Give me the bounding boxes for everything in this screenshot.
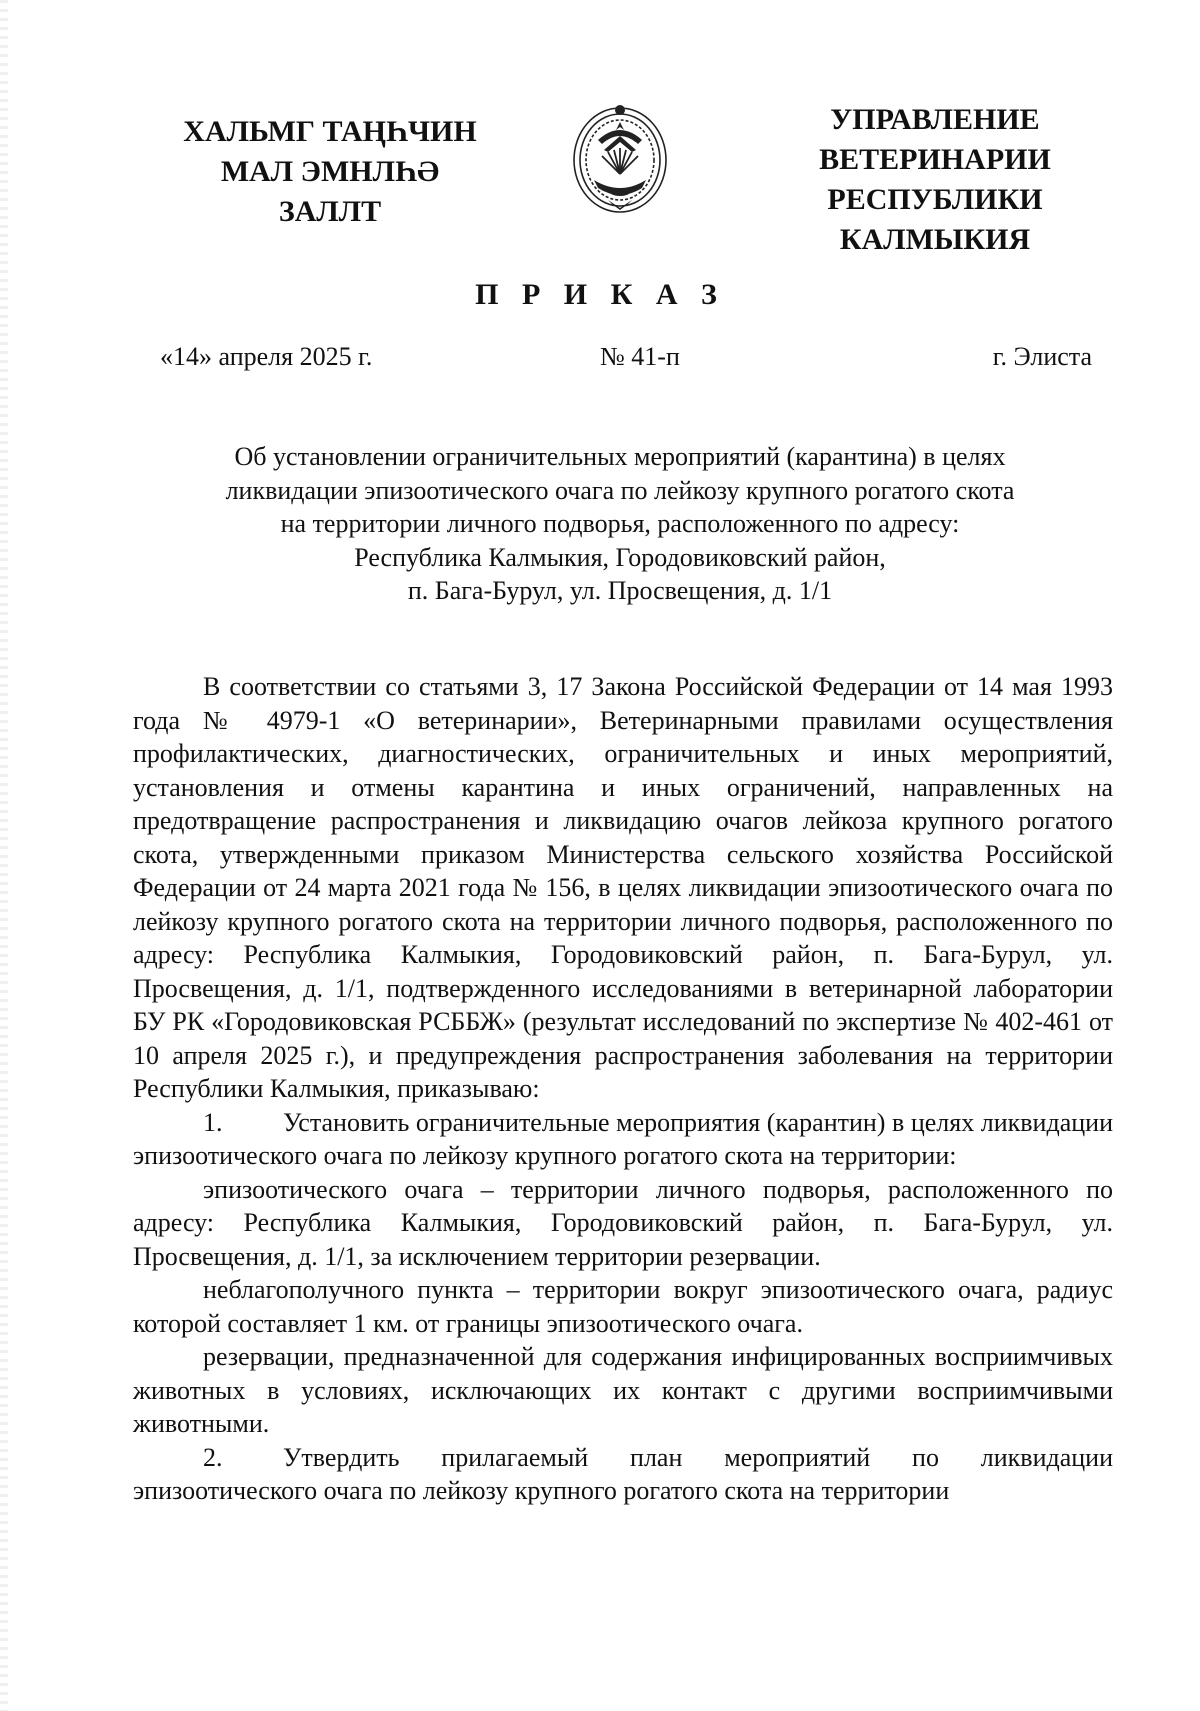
item-1-text: Установить ограничительные мероприятия (карантин) в целях ликвидации эпизоотического очага по лейкозу крупного рогатого скота на территории: bbox=[133, 1107, 1113, 1170]
order-body bbox=[133, 670, 1113, 1508]
order-date: «14» апреля 2025 г. bbox=[160, 342, 373, 371]
header-left-line: ЗАЛЛТ bbox=[278, 195, 382, 228]
header-right-line: КАЛМЫКИЯ bbox=[839, 223, 1031, 256]
header-right-russian bbox=[790, 100, 1080, 260]
document-title: П Р И К А З bbox=[475, 278, 725, 311]
subitem-paragraph: резервации, предназначенной для содержания инфицированных восприимчивых животных в условиях, исключающих их контакт с другими восприимчивыми животными. bbox=[133, 1342, 1113, 1438]
item-1-paragraph bbox=[133, 1106, 1113, 1173]
subject-line: Республика Калмыкия, Городовиковский район, bbox=[354, 542, 886, 572]
header-left-line: ХАЛЬМГ ТАҢҺЧИН bbox=[183, 115, 477, 148]
subject-line: Об установлении ограничительных мероприятий (карантина) в целях bbox=[234, 442, 1006, 471]
subitem-paragraph: эпизоотического очага – территории личного подворья, расположенного по адресу: Республика Калмыкия, Городовиковский район, п. Бага-Бурул, ул. Просвещения, д. 1/1, за исключением территории резервации. bbox=[133, 1174, 1113, 1271]
kalmykia-emblem-icon bbox=[568, 100, 672, 216]
order-subject bbox=[130, 440, 1110, 608]
order-city: г. Элиста bbox=[992, 342, 1092, 371]
scan-edge-artifact bbox=[0, 0, 8, 1711]
header-right-line: ВЕТЕРИНАРИИ bbox=[819, 143, 1051, 176]
item-2-paragraph bbox=[133, 1441, 1113, 1508]
header-left-line: МАЛ ЭМНЛҺӘ bbox=[220, 155, 440, 188]
subitem-paragraph: неблагополучного пункта – территории вокруг эпизоотического очага, радиус которой составляет 1 км. от границы эпизоотического очага. bbox=[133, 1275, 1113, 1338]
order-number: № 41-п bbox=[600, 342, 680, 371]
subject-line: п. Бага-Бурул, ул. Просвещения, д. 1/1 bbox=[407, 576, 833, 605]
item-2-number: 2. bbox=[203, 1442, 223, 1472]
subject-line: ликвидации эпизоотического очага по лейкозу крупного рогатого скота bbox=[225, 475, 1015, 505]
preamble-paragraph: В соответствии со статьями 3, 17 Закона Российской Федерации от 14 мая 1993 года № 4979-1 «О ветеринарии», Ветеринарными правилами осуществления профилактических, диагностических, ограничительных и иных мероприятий, установления и отмены карантина и иных ограничений, направленных на предотвращение распространения и ликвидацию очагов лейкоза крупного рогатого скота, утвержденными приказом Министерства сельского хозяйства Российской Федерации от 24 марта 2021 года № 156, в целях ликвидации эпизоотического очага по лейкозу крупного рогатого скота на территории личного подворья, расположенного по адресу: Республика Калмыкия, Городовиковский район, п. Бага-Бурул, ул. Просвещения, д. 1/1, подтвержденного исследованиями в ветеринарной лаборатории БУ РК «Городовиковская РСББЖ» (результат исследований по экспертизе № 402-461 от 10 апреля 2025 г.), и предупреждения распространения заболевания на территории Республики Калмыкия, приказываю: bbox=[133, 672, 1113, 1103]
item-1-number: 1. bbox=[203, 1107, 223, 1137]
header-left-kalmyk bbox=[170, 112, 490, 232]
header-right-line: УПРАВЛЕНИЕ bbox=[830, 103, 1040, 136]
header-right-line: РЕСПУБЛИКИ bbox=[827, 183, 1043, 216]
subject-line: на территории личного подворья, расположенного по адресу: bbox=[280, 509, 960, 538]
item-2-text: Утвердить прилагаемый план мероприятий по ликвидации эпизоотического очага по лейкозу крупного рогатого скота на территории bbox=[133, 1442, 1113, 1505]
